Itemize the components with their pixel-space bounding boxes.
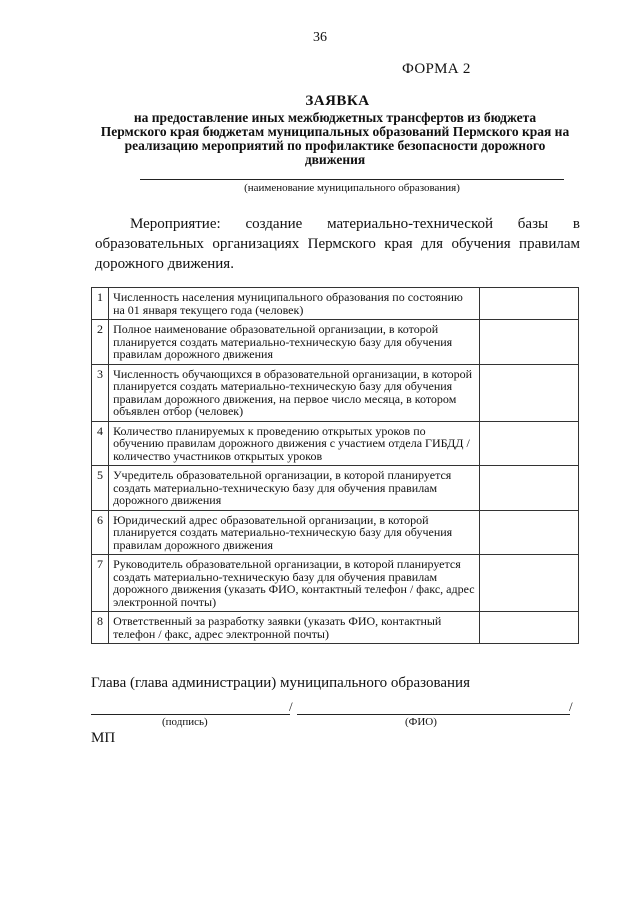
row-description: Количество планируемых к проведению открытых уроков по обучению правилам дорожного движения с участием отдела ГИБДД / количество участников открытых уроков bbox=[109, 421, 480, 466]
document-subtitle: на предоставление иных межбюджетных трансфертов из бюджета Пермского края бюджетам муниципальных образований Пермского края на реализацию мероприятий по профилактике безопасности дорожного движения bbox=[100, 110, 570, 167]
fio-caption: (ФИО) bbox=[405, 716, 437, 728]
document-title: ЗАЯВКА bbox=[305, 93, 370, 109]
row-number: 5 bbox=[92, 466, 109, 511]
row-value-cell[interactable] bbox=[479, 364, 578, 421]
row-number: 8 bbox=[92, 612, 109, 644]
signature-line[interactable] bbox=[91, 714, 290, 715]
row-value-cell[interactable] bbox=[479, 288, 578, 320]
table-row bbox=[92, 510, 579, 555]
row-description: Учредитель образовательной организации, в которой планируется создать материально-техническую базу для обучения правилам дорожного движения bbox=[109, 466, 480, 511]
event-description: Мероприятие: создание материально-технической базы в образовательных организациях Пермского края для обучения правилам дорожного движения. bbox=[95, 216, 580, 272]
signature-caption: (подпись) bbox=[162, 716, 208, 728]
table-row bbox=[92, 288, 579, 320]
table-row bbox=[92, 421, 579, 466]
fio-line[interactable] bbox=[297, 714, 570, 715]
stamp-label: МП bbox=[91, 730, 116, 746]
head-label: Глава (глава администрации) муниципального образования bbox=[91, 675, 470, 691]
row-value-cell[interactable] bbox=[479, 612, 578, 644]
table-row bbox=[92, 320, 579, 365]
row-description: Численность населения муниципального образования по состоянию на 01 января текущего года (человек) bbox=[109, 288, 480, 320]
row-description: Юридический адрес образовательной организации, в которой планируется создать материально-техническую базу для обучения правилам дорожного движения bbox=[109, 510, 480, 555]
row-value-cell[interactable] bbox=[479, 320, 578, 365]
org-name-line[interactable] bbox=[140, 179, 564, 180]
row-number: 1 bbox=[92, 288, 109, 320]
row-number: 2 bbox=[92, 320, 109, 365]
table-row bbox=[92, 364, 579, 421]
row-value-cell[interactable] bbox=[479, 510, 578, 555]
row-description: Ответственный за разработку заявки (указать ФИО, контактный телефон / факс, адрес электронной почты) bbox=[109, 612, 480, 644]
row-value-cell[interactable] bbox=[479, 555, 578, 612]
row-number: 3 bbox=[92, 364, 109, 421]
row-description: Руководитель образовательной организации, в которой планируется создать материально-техническую базу для обучения правилам дорожного движения (указать ФИО, контактный телефон / факс, адрес электронной почты) bbox=[109, 555, 480, 612]
row-description: Численность обучающихся в образовательной организации, в которой планируется создать материально-техническую базу для обучения правилам дорожного движения, на первое число месяца, в котором объявлен отбор (человек) bbox=[109, 364, 480, 421]
application-table bbox=[91, 287, 579, 644]
row-number: 7 bbox=[92, 555, 109, 612]
row-value-cell[interactable] bbox=[479, 421, 578, 466]
row-number: 6 bbox=[92, 510, 109, 555]
row-value-cell[interactable] bbox=[479, 466, 578, 511]
fio-separator: / bbox=[569, 699, 573, 714]
form-label: ФОРМА 2 bbox=[402, 61, 471, 77]
org-name-caption: (наименование муниципального образования) bbox=[244, 182, 460, 194]
table-row bbox=[92, 466, 579, 511]
table-row bbox=[92, 555, 579, 612]
page-number: 36 bbox=[313, 30, 327, 45]
row-description: Полное наименование образовательной организации, в которой планируется создать материально-техническую базу для обучения правилам дорожного движения bbox=[109, 320, 480, 365]
table-row bbox=[92, 612, 579, 644]
row-number: 4 bbox=[92, 421, 109, 466]
signature-separator: / bbox=[289, 699, 293, 714]
